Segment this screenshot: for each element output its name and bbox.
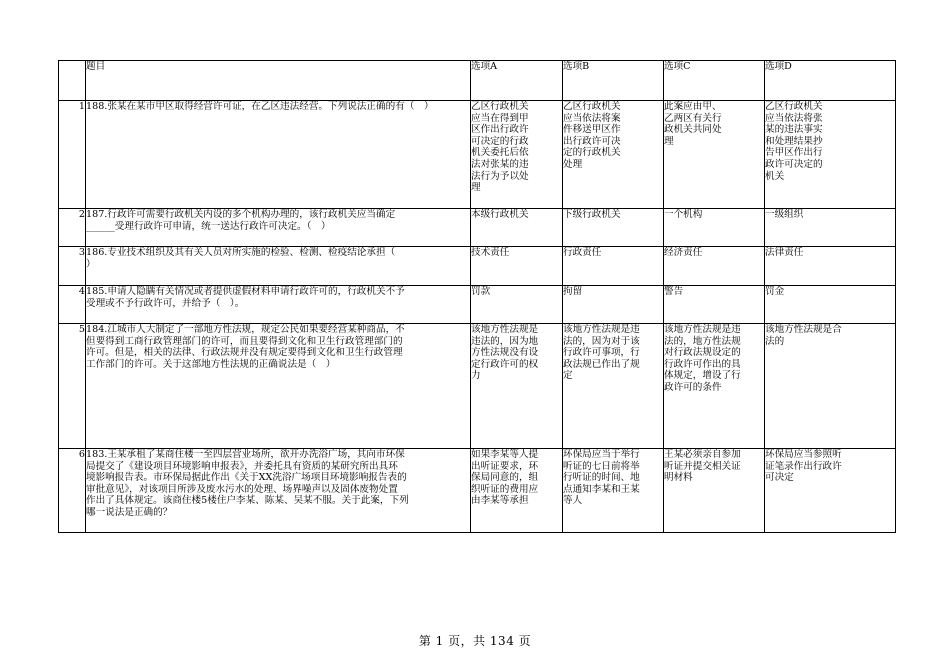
table-row xyxy=(59,286,896,324)
option-b-cell xyxy=(563,286,664,324)
option-c-text: 此案应由甲、 乙两区有关行 政机关共同处 理 xyxy=(664,101,722,147)
option-c-cell xyxy=(664,247,765,286)
page-number-label: 第 1 页，共 134 页 xyxy=(418,634,532,648)
header-option-d: 选项D xyxy=(765,61,896,101)
option-a-cell xyxy=(471,449,563,533)
option-c-text: 一个机构 xyxy=(664,209,703,220)
question-cell xyxy=(86,247,471,286)
option-a-text: 罚款 xyxy=(471,286,491,297)
row-index: 4 xyxy=(59,286,86,324)
option-b-text: 乙区行政机关 应当依法将案 件移送甲区作 出行政许可决 定的行政机关 处理 xyxy=(563,101,621,170)
option-c-text: 经济责任 xyxy=(664,247,703,258)
option-d-text: 该地方性法规是合 法的 xyxy=(765,324,842,347)
option-c-cell xyxy=(664,449,765,533)
question-cell xyxy=(86,209,471,247)
table-header-row xyxy=(59,61,896,101)
header-option-c: 选项C xyxy=(664,61,765,101)
option-d-text: 乙区行政机关 应当依法将张 某的违法事实 和处理结果抄 告甲区作出行 政许可决定的 机关 xyxy=(765,101,823,182)
option-d-text: 一级组织 xyxy=(765,209,804,220)
table-row xyxy=(59,101,896,209)
option-a-text: 如果李某等人提 出听证要求，环 保局同意的，组 织听证的费用应 由李某等承担 xyxy=(471,449,539,507)
question-cell xyxy=(86,286,471,324)
option-c-cell xyxy=(664,286,765,324)
header-option-a: 选项A xyxy=(471,61,563,101)
table-row xyxy=(59,324,896,449)
option-d-cell xyxy=(765,286,896,324)
option-b-cell xyxy=(563,101,664,209)
option-c-text: 王某必须亲自参加 听证并提交相关证 明材料 xyxy=(664,449,741,484)
option-a-text: 本级行政机关 xyxy=(471,209,529,220)
option-a-text: 乙区行政机关 应当在得到甲 区作出行政许 可决定的行政 机关委托后依 法对张某的违 法行为予以处 理 xyxy=(471,101,529,194)
option-d-cell xyxy=(765,247,896,286)
option-d-cell xyxy=(765,449,896,533)
option-b-text: 拘留 xyxy=(563,286,583,297)
option-a-text: 该地方性法规是 违法的，因为地 方性法规没有设 定行政许可的权 力 xyxy=(471,324,539,382)
option-d-text: 罚金 xyxy=(765,286,785,297)
question-text: 184.江城市人大制定了一部地方性法规，规定公民如果要经营某种商品，不 但要得到工商行政管理部门的许可，而且要得到文化和卫生行政管理部门的 许可。但是，相关的法律、行政法规并没有规定要得到文化和卫生行政管理 工作部门的许可。关于这部地方性法规的正确说法是（ ） xyxy=(86,324,405,370)
option-b-cell xyxy=(563,449,664,533)
question-text: 188.张某在某市甲区取得经营许可证，在乙区违法经营。下列说法正确的有（ ） xyxy=(86,101,434,112)
table-row xyxy=(59,449,896,533)
option-d-text: 法律责任 xyxy=(765,247,804,258)
option-d-cell xyxy=(765,101,896,209)
option-b-text: 该地方性法规是违 法的，因为对于该 行政许可事项，行 政法规已作出了规 定 xyxy=(563,324,640,382)
question-table xyxy=(58,60,896,533)
option-b-text: 行政责任 xyxy=(563,247,602,258)
row-index: 1 xyxy=(59,101,86,209)
page-footer xyxy=(0,632,950,649)
option-a-cell xyxy=(471,101,563,209)
option-a-cell xyxy=(471,247,563,286)
question-cell xyxy=(86,101,471,209)
option-a-text: 技术责任 xyxy=(471,247,510,258)
option-d-cell xyxy=(765,324,896,449)
row-index: 6 xyxy=(59,449,86,533)
option-c-text: 该地方性法规是违 法的，地方性法规 对行政法规设定的 行政许可作出的具 体规定，增设了行 政许可的条件 xyxy=(664,324,741,393)
option-b-text: 下级行政机关 xyxy=(563,209,621,220)
question-cell xyxy=(86,324,471,449)
option-c-text: 警告 xyxy=(664,286,684,297)
option-a-cell xyxy=(471,286,563,324)
header-index xyxy=(59,61,86,101)
question-text: 183.王某承租了某商住楼一至四层营业场所，欲开办洗浴广场，其向市环保 局提交了《建设项目环境影响申报表》，并委托具有资质的某研究所出具环 境影响报告表。市环保局据此作出《关于XX洗浴广场项目环境影响报告表的 审批意见》，对该项目所涉及废水污水的处理、场界噪声以及固体废物处置 作出了具体规定。该商住楼5楼住户李某、陈某、吴某不服。关于此案，下列 哪一说法是正确的？ xyxy=(86,449,409,518)
question-text: 185.申请人隐瞒有关情况或者提供虚假材料申请行政许可的，行政机关不予 受理或不予行政许可，并给予（ ）。 xyxy=(86,286,405,309)
option-d-text: 环保局应当参照听 证笔录作出行政许 可决定 xyxy=(765,449,842,484)
header-option-b: 选项B xyxy=(563,61,664,101)
option-d-cell xyxy=(765,209,896,247)
option-c-cell xyxy=(664,324,765,449)
option-b-cell xyxy=(563,247,664,286)
option-a-cell xyxy=(471,324,563,449)
question-text: 187.行政许可需要行政机关内设的多个机构办理的，该行政机关应当确定 ______受理行政许可申请，统一送达行政许可决定。（ ） xyxy=(86,209,396,232)
table-row xyxy=(59,247,896,286)
question-text: 186.专业技术组织及其有关人员对所实施的检验、检测、检疫结论承担（ ） xyxy=(86,247,396,270)
option-c-cell xyxy=(664,209,765,247)
option-b-text: 环保局应当于举行 听证的七日前将举 行听证的时间、地 点通知李某和王某 等人 xyxy=(563,449,640,507)
header-question: 题目 xyxy=(86,61,471,101)
row-index: 2 xyxy=(59,209,86,247)
question-cell xyxy=(86,449,471,533)
row-index: 3 xyxy=(59,247,86,286)
option-a-cell xyxy=(471,209,563,247)
table-row xyxy=(59,209,896,247)
row-index: 5 xyxy=(59,324,86,449)
option-c-cell xyxy=(664,101,765,209)
option-b-cell xyxy=(563,324,664,449)
option-b-cell xyxy=(563,209,664,247)
